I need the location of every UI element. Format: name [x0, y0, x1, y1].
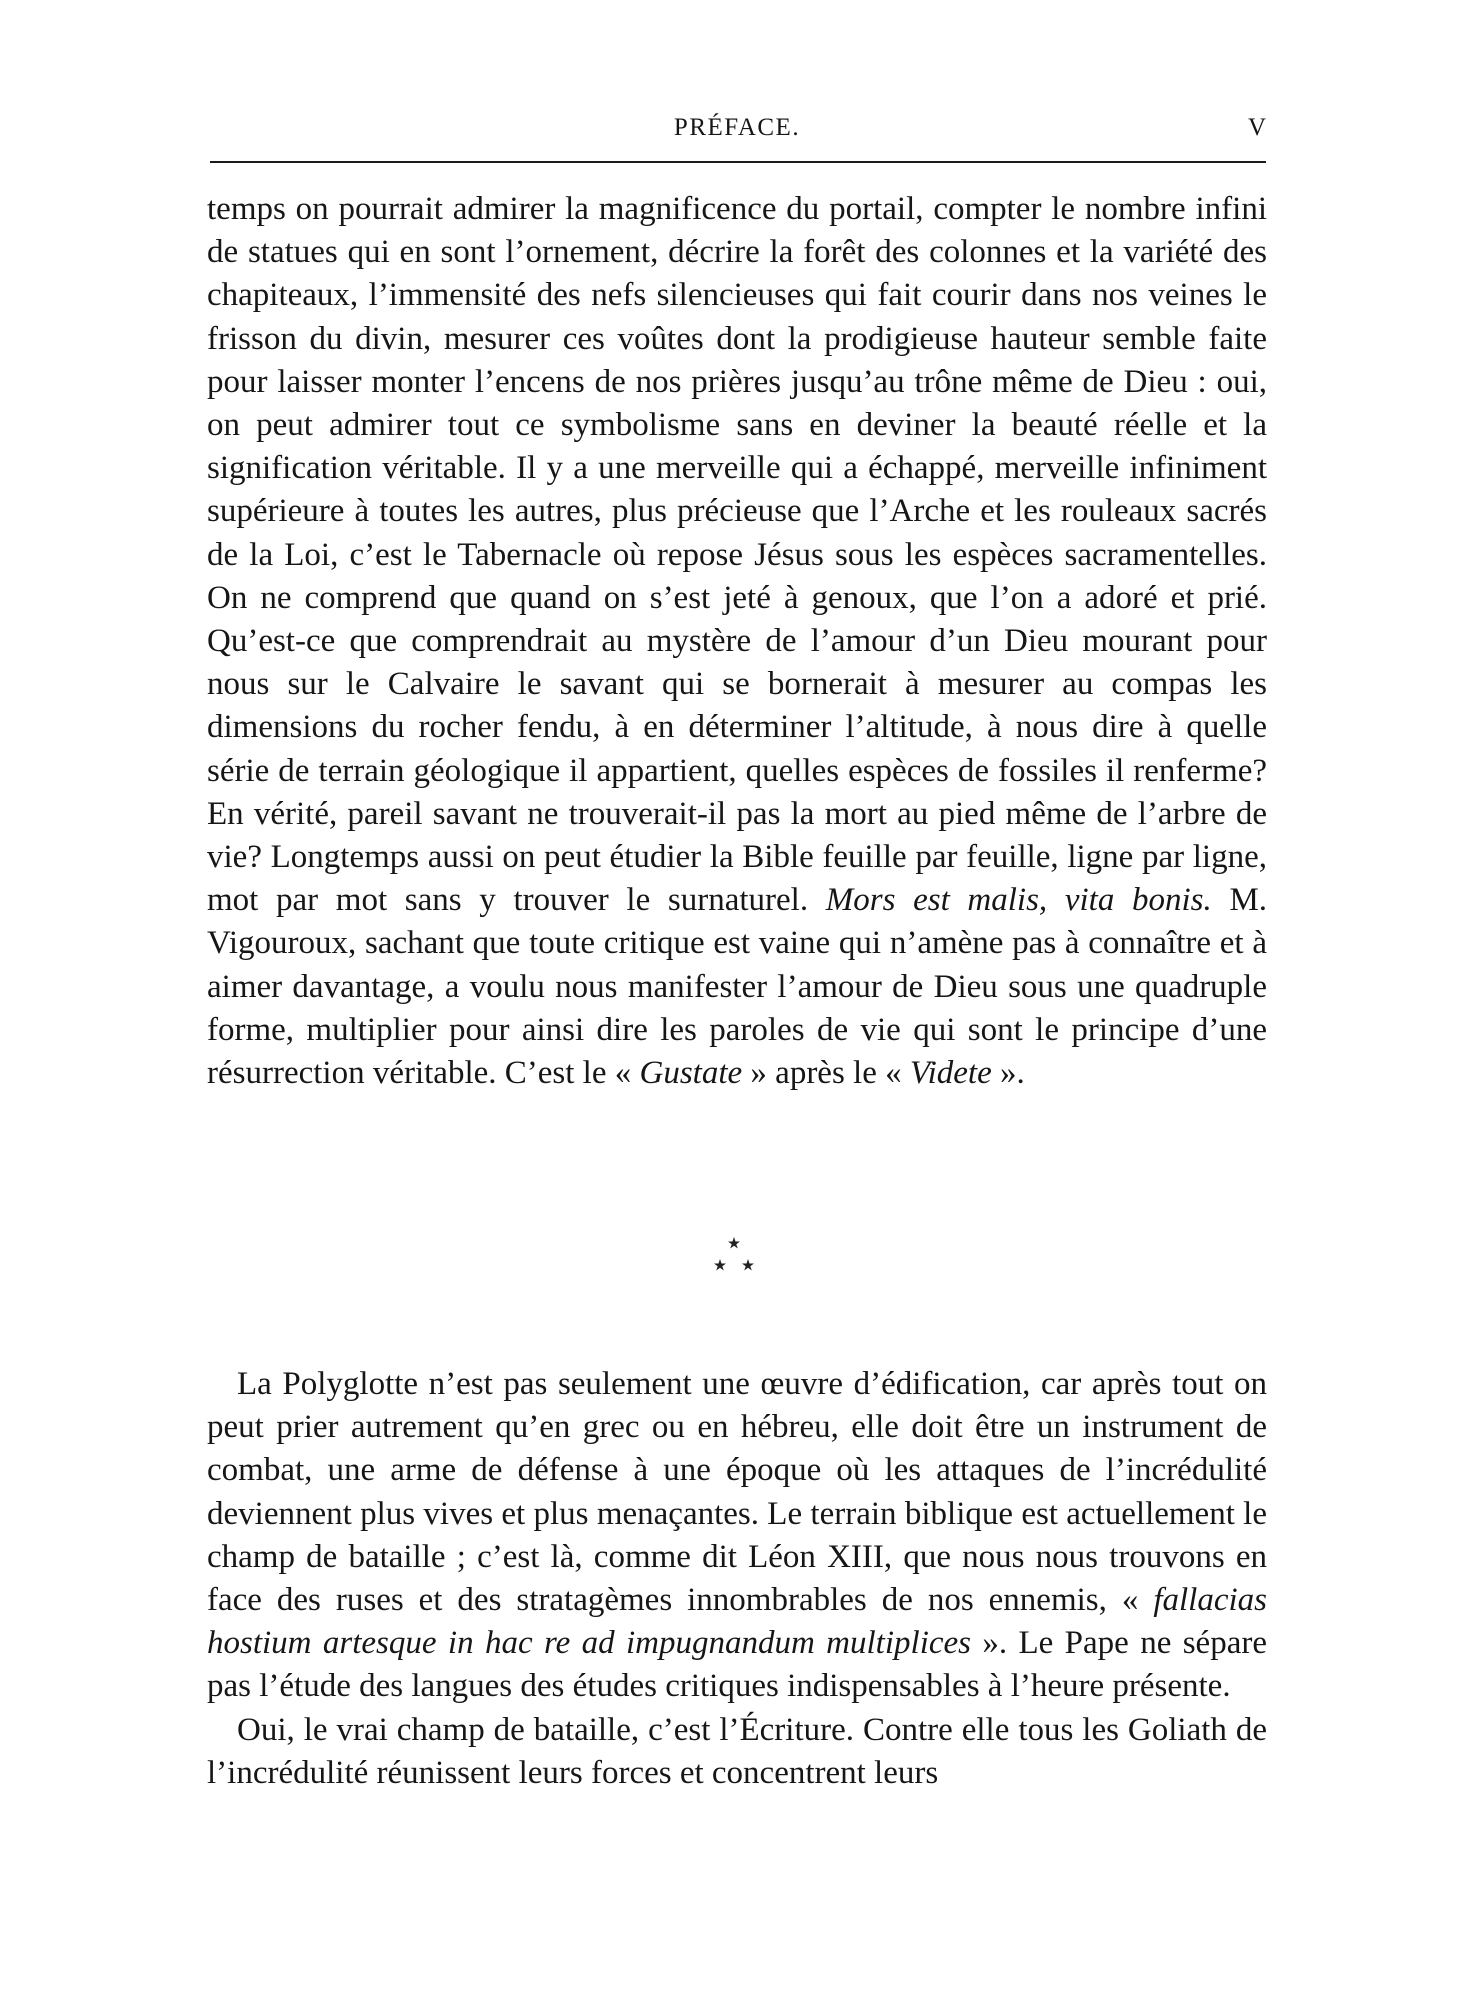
header-rule	[210, 161, 1266, 163]
paragraph-2-text-a: La Polyglotte n’est pas seulement une œuvre d’édification, car après tout on peut prier autrement qu’en grec ou en hébreu, elle doit être un instrument de combat, une arme de défense à une époque où les attaques de l’incrédulité deviennent plus vives et plus menaçantes. Le terrain biblique est actuellement le champ de bataille ; c’est là, comme dit Léon XIII, que nous nous trouvons en face des ruses et des stratagèmes innombrables de nos ennemis, «	[207, 1366, 1267, 1619]
star-right	[742, 1259, 754, 1271]
word-gustate: Gustate	[639, 1055, 743, 1092]
asterism-ornament	[712, 1235, 756, 1279]
paragraph-champ-de-bataille: Oui, le vrai champ de bataille, c’est l’Écriture. Contre elle tous les Goliath de l’incrédulité réunissent leurs forces et concentrent leurs	[207, 1711, 1267, 1791]
running-title: PRÉFACE.	[673, 114, 801, 141]
paragraph-1-text-d: ».	[999, 1055, 1025, 1092]
running-head	[207, 110, 1267, 150]
star-left	[714, 1259, 726, 1271]
paragraph-1-text-c: » après le «	[750, 1055, 902, 1092]
paragraph-1-text-b: M. Vigouroux, sachant que toute critique est vaine qui n’amène pas à connaître et à aimer davantage, a voulu nous manifester l’amour de Dieu sous une quadruple forme, multiplier pour ainsi dire les paroles de vie qui sont le principe d’une résurrection véritable. C’est le «	[207, 882, 1268, 1092]
text-block-lower	[207, 1363, 1267, 1795]
paragraph-1-text-a: temps on pourrait admirer la magnificence du portail, compter le nombre infini de statues qui en sont l’ornement, décrire la forêt des colonnes et la variété des chapiteaux, l’immensité des nefs silencieuses qui fait courir dans nos veines le frisson du divin, mesurer ces voûtes dont la prodigieuse hauteur semble faite pour laisser monter l’encens de nos prières jusqu’au trône même de Dieu : oui, on peut admirer tout ce symbolisme sans en deviner la beauté réelle et la signification véritable. Il y a une merveille qui a échappé, merveille infiniment supérieure à toutes les autres, plus précieuse que l’Arche et les rouleaux sacrés de la Loi, c’est le Tabernacle où repose Jésus sous les espèces sacramentelles. On ne comprend que quand on s’est jeté à genoux, que l’on a adoré et prié. Qu’est-ce que comprendrait au mystère de l’amour d’un Dieu mourant pour nous sur le Calvaire le savant qui se bornerait à mesurer au compas les dimensions du rocher fendu, à en déterminer l’altitude, à nous dire à quelle série de terrain géologique il appartient, quelles espèces de fossiles il renferme? En vérité, pareil savant ne trouverait-il pas la mort au pied même de l’arbre de vie? Longtemps aussi on peut étudier la Bible feuille par feuille, ligne par ligne, mot par mot sans y trouver le surnaturel.	[207, 191, 1267, 919]
asterism-icon	[712, 1235, 756, 1279]
page-number: V	[1247, 114, 1267, 141]
paragraph-polyglotte	[207, 1363, 1267, 1709]
latin-quote-fallacias: fallacias hostium artesque in hac re ad impugnandum multiplices	[207, 1582, 1268, 1662]
star-top	[728, 1237, 740, 1249]
text-block-upper	[207, 188, 1267, 1095]
paragraph-2-text-b: ». Le Pape ne sépare pas l’étude des langues des études critiques indispensables à l’heure présente.	[207, 1625, 1267, 1705]
latin-quote-mors-est-malis: Mors est malis, vita bonis.	[825, 882, 1212, 919]
word-videte: Videte	[909, 1055, 992, 1092]
paragraph-continued	[207, 188, 1267, 1095]
